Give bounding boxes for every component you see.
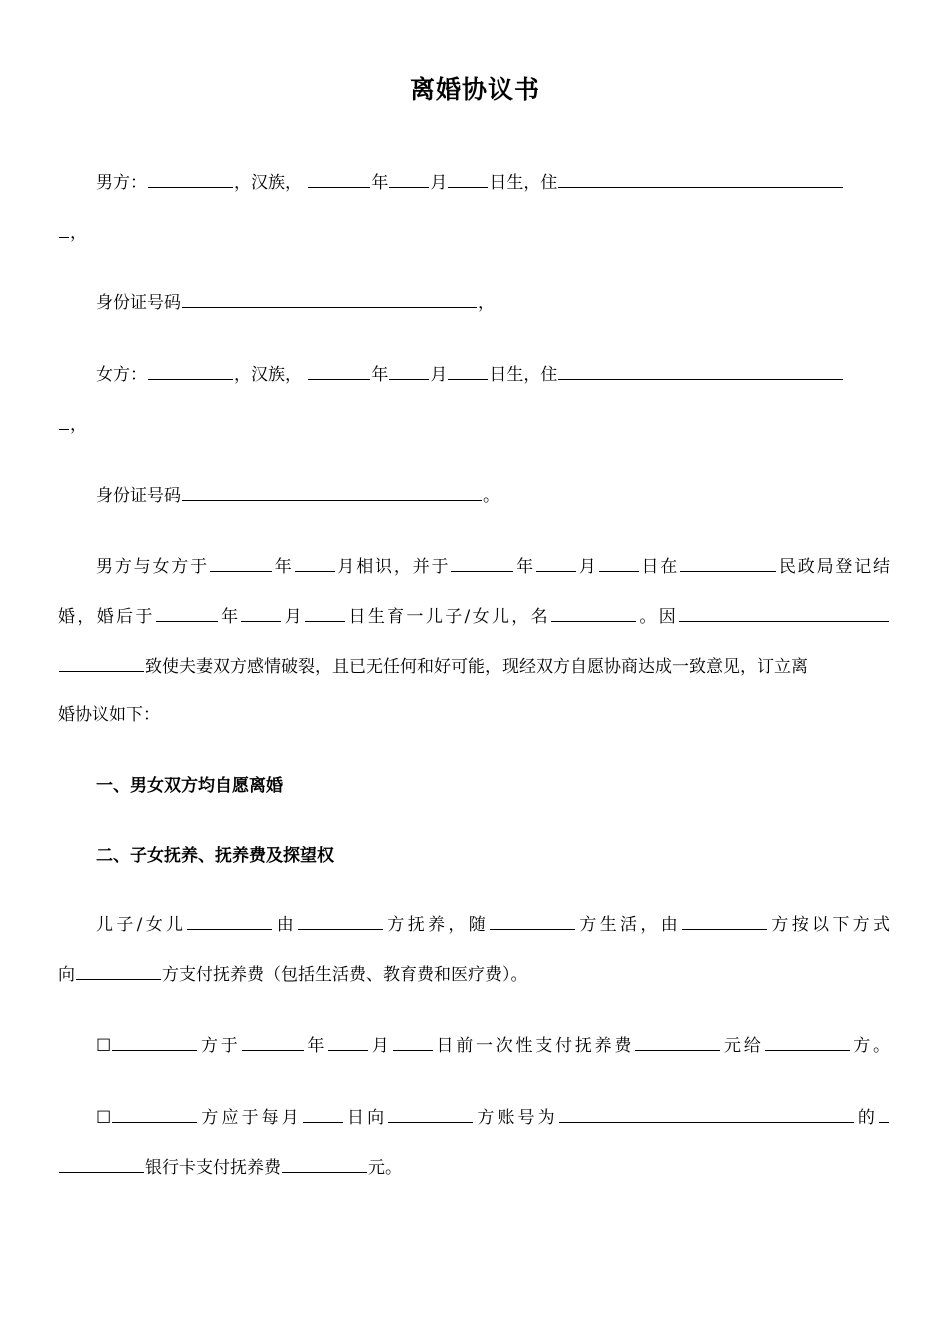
blank bbox=[305, 604, 345, 622]
month-text: 月 bbox=[577, 557, 598, 577]
option-text: 方应于每月 bbox=[198, 1108, 302, 1128]
id-label: 身份证号码 bbox=[96, 293, 181, 313]
intro-text: 婚，婚后于 bbox=[58, 607, 155, 627]
blank-amount bbox=[282, 1155, 367, 1173]
blank-birth-day bbox=[448, 362, 488, 380]
blank bbox=[112, 1033, 197, 1051]
blank bbox=[388, 1105, 473, 1123]
month-text: 月 bbox=[369, 1036, 392, 1056]
year-text: 年 bbox=[304, 1036, 328, 1056]
female-id-line bbox=[96, 483, 890, 507]
comma-text: ， bbox=[70, 223, 87, 243]
intro-text: 月相识，并于 bbox=[335, 557, 451, 577]
blank-bank bbox=[59, 1155, 144, 1173]
section-2-heading: 二、子女抚养、抚养费及探望权 bbox=[96, 846, 334, 866]
ethnicity-text: ，汉族， bbox=[234, 173, 302, 193]
option-1-line bbox=[96, 1033, 890, 1057]
blank-address bbox=[558, 170, 843, 188]
blank bbox=[210, 554, 272, 572]
blank-male-id bbox=[182, 290, 477, 308]
male-id-line bbox=[96, 290, 890, 314]
checkbox-icon[interactable]: ☐ bbox=[96, 1036, 112, 1056]
blank bbox=[765, 1033, 850, 1051]
comma-text: ， bbox=[70, 415, 87, 435]
checkbox-icon[interactable]: ☐ bbox=[96, 1108, 112, 1128]
custody-text: 向 bbox=[58, 965, 75, 985]
option-text: 元给 bbox=[721, 1036, 764, 1056]
option-text: 银行卡支付抚养费 bbox=[145, 1158, 281, 1178]
custody-line-1 bbox=[96, 912, 890, 936]
male-party-line bbox=[96, 170, 890, 194]
blank-reason-cont bbox=[59, 654, 144, 672]
id-end: 。 bbox=[483, 486, 500, 506]
born-text: 日生，住 bbox=[489, 173, 558, 193]
option-text: 的 bbox=[854, 1108, 878, 1128]
blank bbox=[879, 1105, 889, 1123]
year-text: 年 bbox=[371, 365, 389, 385]
option-2-line bbox=[96, 1105, 890, 1129]
blank-birth-month bbox=[389, 362, 429, 380]
intro-line-2 bbox=[58, 604, 890, 628]
male-label: 男方： bbox=[96, 173, 147, 193]
custody-text: 方生活，由 bbox=[576, 915, 682, 935]
option-text: 日前一次性支付抚养费 bbox=[433, 1036, 635, 1056]
blank bbox=[599, 554, 639, 572]
blank bbox=[241, 604, 281, 622]
option-text: 方于 bbox=[198, 1036, 241, 1056]
intro-text: 日在 bbox=[639, 557, 680, 577]
option-text: 日向 bbox=[343, 1108, 388, 1128]
intro-text: 日生育一儿子/女儿，名 bbox=[346, 607, 551, 627]
blank bbox=[490, 912, 575, 930]
blank bbox=[295, 554, 335, 572]
blank bbox=[298, 912, 383, 930]
female-label: 女方： bbox=[96, 365, 147, 385]
blank-account bbox=[559, 1105, 854, 1123]
custody-line-2 bbox=[58, 962, 890, 986]
blank bbox=[156, 604, 218, 622]
blank-birth-year bbox=[308, 362, 370, 380]
custody-text: 方按以下方式 bbox=[768, 915, 891, 935]
blank-female-name bbox=[148, 362, 233, 380]
custody-text: 由 bbox=[273, 915, 298, 935]
blank bbox=[112, 1105, 197, 1123]
custody-text: 儿子/女儿 bbox=[96, 915, 187, 935]
option-text: 方账号为 bbox=[474, 1108, 558, 1128]
intro-line-1 bbox=[96, 554, 890, 578]
intro-line-3 bbox=[58, 654, 890, 678]
blank-child-name bbox=[551, 604, 636, 622]
blank bbox=[328, 1033, 368, 1051]
document-title: 离婚协议书 bbox=[409, 75, 540, 104]
year-text: 年 bbox=[218, 607, 241, 627]
blank bbox=[635, 1033, 720, 1051]
month-text: 月 bbox=[282, 607, 305, 627]
blank bbox=[393, 1033, 433, 1051]
male-address-continuation bbox=[58, 220, 890, 244]
month-text: 月 bbox=[430, 365, 448, 385]
option-2-line-2 bbox=[58, 1155, 890, 1179]
intro-text: 民政局登记结 bbox=[777, 557, 891, 577]
id-label: 身份证号码 bbox=[96, 486, 181, 506]
blank-birth-day bbox=[448, 170, 488, 188]
female-address-continuation bbox=[58, 412, 890, 436]
blank bbox=[680, 554, 776, 572]
blank bbox=[303, 1105, 343, 1123]
blank bbox=[76, 962, 161, 980]
year-text: 年 bbox=[371, 173, 389, 193]
custody-text: 方支付抚养费（包括生活费、教育费和医疗费）。 bbox=[162, 965, 528, 985]
blank-address-cont bbox=[59, 220, 69, 238]
intro-text: 致使夫妻双方感情破裂，且已无任何和好可能，现经双方自愿协商达成一致意见，订立离 bbox=[145, 657, 808, 677]
section-1-heading: 一、男女双方均自愿离婚 bbox=[96, 776, 283, 796]
blank-male-name bbox=[148, 170, 233, 188]
blank-female-id bbox=[182, 483, 482, 501]
id-end: ， bbox=[478, 293, 495, 313]
blank bbox=[187, 912, 272, 930]
born-text: 日生，住 bbox=[489, 365, 558, 385]
intro-text: 男方与女方于 bbox=[96, 557, 209, 577]
option-text: 元。 bbox=[368, 1158, 402, 1178]
blank-address-cont bbox=[59, 412, 69, 430]
intro-text: 婚协议如下： bbox=[58, 705, 160, 725]
intro-text: 。因 bbox=[637, 607, 679, 627]
month-text: 月 bbox=[430, 173, 448, 193]
blank bbox=[451, 554, 513, 572]
blank bbox=[242, 1033, 304, 1051]
blank-birth-month bbox=[389, 170, 429, 188]
intro-line-4 bbox=[58, 704, 890, 726]
blank-address bbox=[558, 362, 843, 380]
year-text: 年 bbox=[272, 557, 294, 577]
ethnicity-text: ，汉族， bbox=[234, 365, 302, 385]
blank-birth-year bbox=[308, 170, 370, 188]
option-text: 方。 bbox=[850, 1036, 891, 1056]
blank bbox=[536, 554, 576, 572]
year-text: 年 bbox=[514, 557, 535, 577]
blank-reason bbox=[679, 604, 889, 622]
blank bbox=[682, 912, 767, 930]
female-party-line bbox=[96, 362, 890, 386]
custody-text: 方抚养，随 bbox=[384, 915, 490, 935]
